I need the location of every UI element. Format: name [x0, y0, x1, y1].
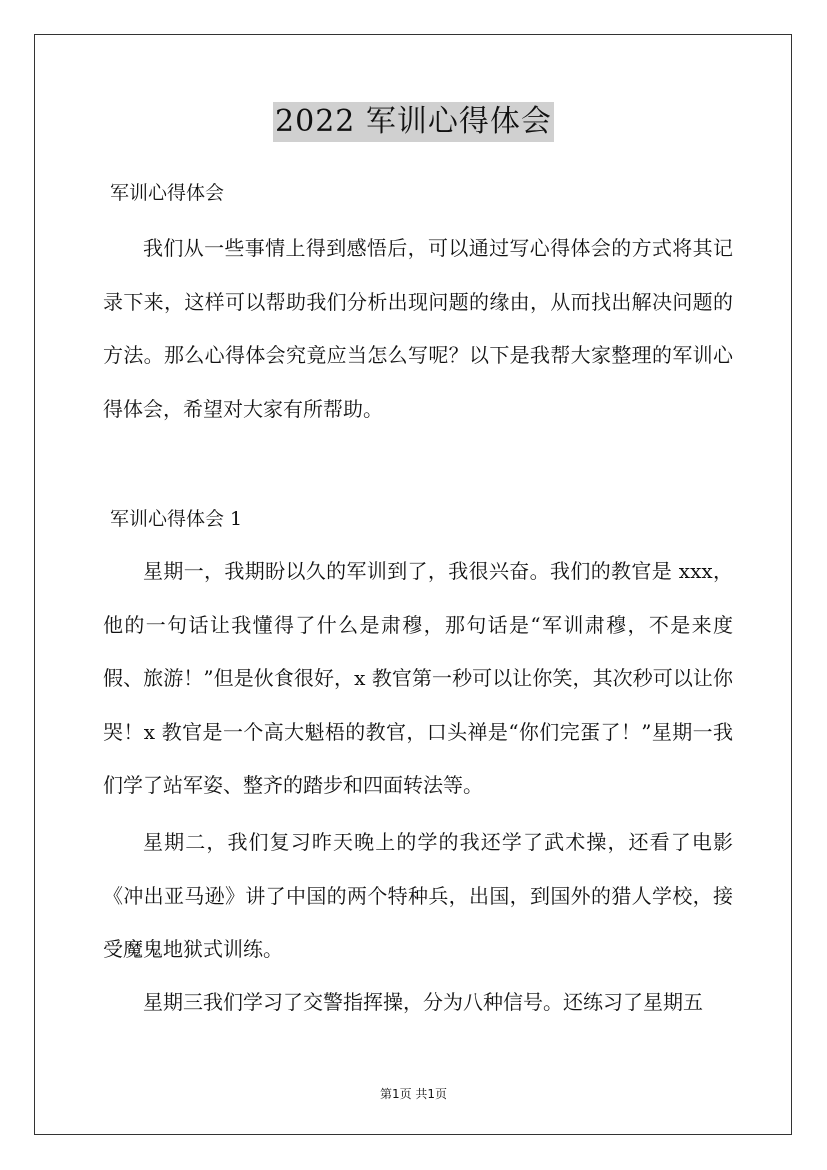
paragraph-3: 星期三我们学习了交警指挥操，分为八种信号。还练习了星期五	[143, 990, 703, 1014]
title-container	[0, 102, 827, 142]
section-heading-1: 军训心得体会 1	[110, 508, 243, 530]
document-title: 2022 军训心得体会	[273, 102, 554, 142]
intro-paragraph: 我们从一些事情上得到感悟后，可以通过写心得体会的方式将其记录下来，这样可以帮助我们分析出现问题的缘由，从而找出解决问题的方法。那么心得体会究竟应当怎么写呢？以下是我帮大家整理的军训心得体会，希望对大家有所帮助。	[103, 236, 733, 421]
paragraph-1: 星期一，我期盼以久的军训到了，我很兴奋。我们的教官是 xxx，他的一句话让我懂得了什么是肃穆，那句话是“军训肃穆，不是来度假、旅游！”但是伙食很好，x 教官第一秒可以让你笑，其次秒可以让你哭！x 教官是一个高大魁梧的教官，口头禅是“你们完蛋了！”星期一我们学了站军姿、整齐的踏步和四面转法等。	[103, 559, 733, 797]
page-footer: 第1页 共1页	[379, 1087, 448, 1101]
intro-heading: 军训心得体会	[110, 182, 225, 204]
paragraph-2: 星期二，我们复习昨天晚上的学的我还学了武术操，还看了电影《冲出亚马逊》讲了中国的两个特种兵，出国，到国外的猎人学校，接受魔鬼地狱式训练。	[103, 830, 733, 961]
